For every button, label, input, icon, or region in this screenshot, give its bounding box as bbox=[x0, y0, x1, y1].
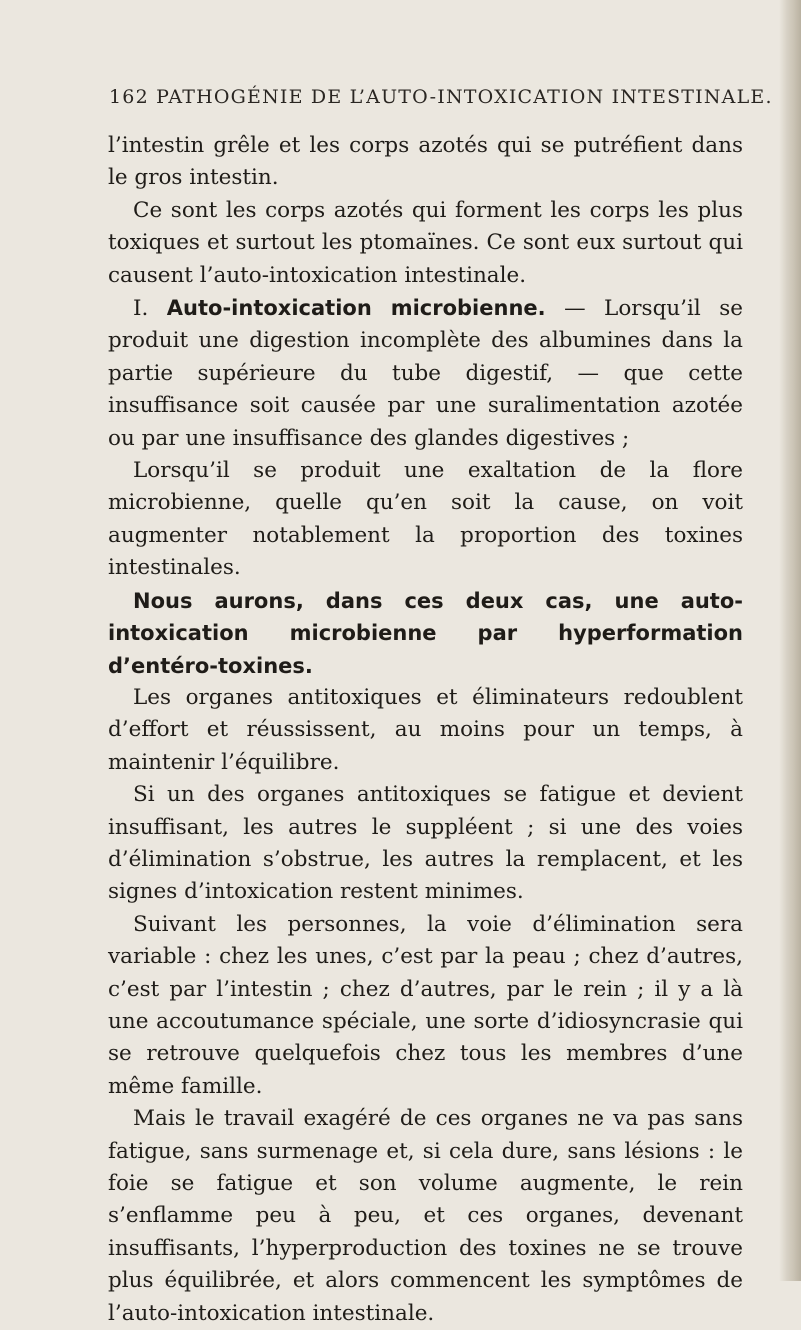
paragraph: Si un des organes antitoxiques se fatigue et devient insuffisant, les autres le suppléent ; si une des voies d’élimination s’obstrue, les autres la remplacent, et les signes d’intoxication restent minimes. bbox=[108, 782, 743, 905]
paragraph: l’intestin grêle et les corps azotés qui se putréfient dans le gros intestin. bbox=[108, 133, 743, 191]
bold-paragraph: Nous aurons, dans ces deux cas, une auto-intoxication microbienne par hyperformation d’entéro-toxines. bbox=[108, 588, 743, 678]
page-edge-shadow bbox=[779, 0, 801, 1281]
paragraph: Lorsqu’il se produit une exaltation de la flore microbienne, quelle qu’en soit la cause, on voit augmenter notablement la proportion des toxines intestinales. bbox=[108, 458, 743, 581]
paragraph: Suivant les personnes, la voie d’élimination sera variable : chez les unes, c’est par la peau ; chez d’autres, c’est par l’intestin ; chez d’autres, par le rein ; il y a là une accoutumance spéciale, une sorte d’idiosyncrasie qui se retrouve quelquefois chez tous les membres d’une même famille. bbox=[108, 911, 743, 1099]
paragraph: Ce sont les corps azotés qui forment les corps les plus toxiques et surtout les ptomaïnes. Ce sont eux surtout qui causent l’auto-intoxication intestinale. bbox=[108, 197, 743, 288]
page-body bbox=[108, 130, 743, 1330]
section-number: I. bbox=[133, 296, 149, 322]
section-heading: Auto-intoxication microbienne. bbox=[166, 296, 546, 321]
section-paragraph bbox=[108, 292, 743, 455]
paragraph: Les organes antitoxiques et éliminateurs redoublent d’effort et réussissent, au moins pour un temps, à maintenir l’équilibre. bbox=[108, 684, 743, 775]
running-header: 162 PATHOGÉNIE DE L’AUTO-INTOXICATION INTESTINALE. bbox=[109, 86, 773, 108]
paragraph: Mais le travail exagéré de ces organes ne va pas sans fatigue, sans surmenage et, si cela dure, sans lésions : le foie se fatigue et son volume augmente, le rein s’enflamme peu à peu, et ces organes, devenant insuffisants, l’hyperproduction des toxines ne se trouve plus équilibrée, et alors commencent les symptômes de l’auto-intoxication intestinale. bbox=[108, 1106, 743, 1326]
section-text: — Lorsqu’il se produit une digestion incomplète des albumines dans la partie supérieure du tube digestif, — que cette insuffisance soit causée par une suralimentation azotée ou par une insuffisance des glandes digestives ; bbox=[108, 296, 743, 451]
